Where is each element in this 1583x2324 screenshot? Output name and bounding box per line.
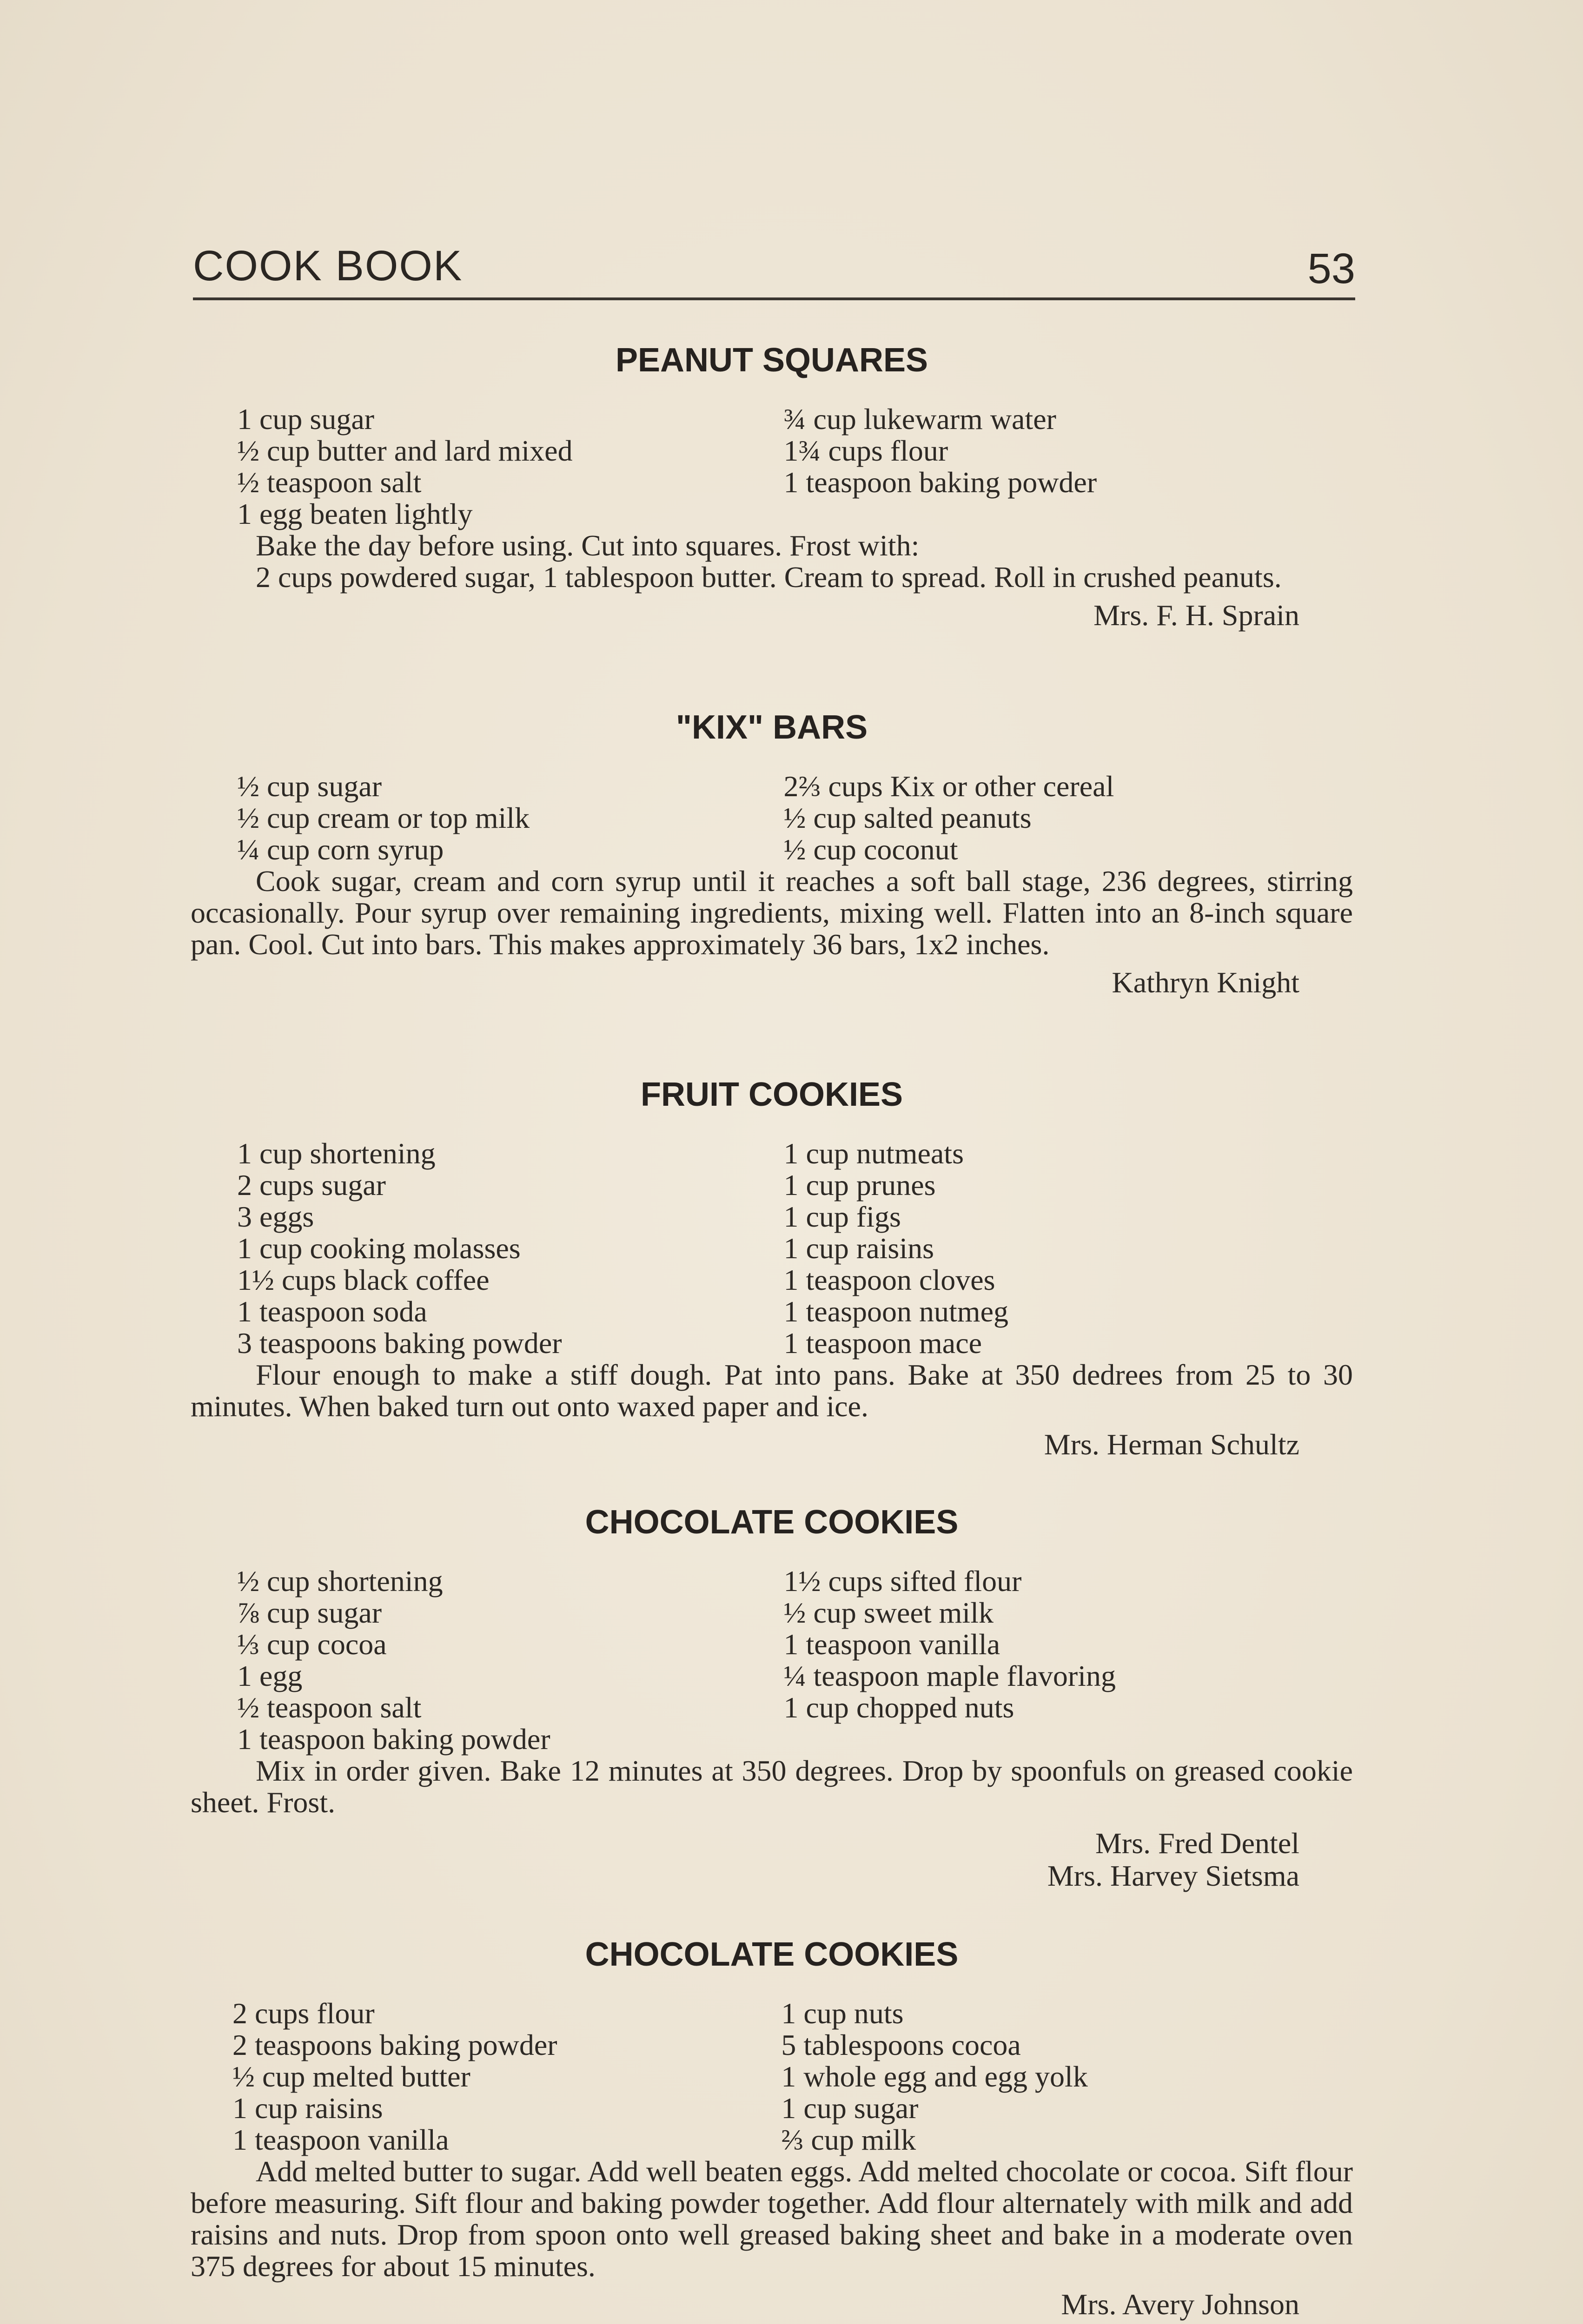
ingredient: ⅞ cup sugar <box>237 1596 382 1629</box>
ingredient: 2 cups flour <box>232 1997 375 2030</box>
running-title: COOK BOOK <box>193 242 463 290</box>
ingredient: 1 cup raisins <box>232 2092 383 2125</box>
ingredient: 1 cup nutmeats <box>783 1137 964 1170</box>
recipe-fruit-cookies <box>191 1074 1353 1461</box>
ingredient: ¾ cup lukewarm water <box>783 403 1056 436</box>
recipe-chocolate-cookies-2 <box>191 1934 1353 2321</box>
ingredient: 1 teaspoon vanilla <box>232 2123 449 2156</box>
running-header <box>193 242 1355 300</box>
ingredient: ½ cup melted butter <box>232 2060 470 2093</box>
recipe-peanut-squares <box>191 339 1353 632</box>
instructions: Mix in order given. Bake 12 minutes at 350 degrees. Drop by spoonfuls on greased cookie sheet. Frost. <box>191 1754 1353 1819</box>
instructions: Flour enough to make a stiff dough. Pat into pans. Bake at 350 dedrees from 25 to 30 minutes. When baked turn out onto waxed paper and ice. <box>191 1358 1353 1423</box>
contributor-signature: Kathryn Knight <box>1112 966 1299 999</box>
ingredient: 1 cup figs <box>783 1200 901 1233</box>
instructions: Add melted butter to sugar. Add well beaten eggs. Add melted chocolate or cocoa. Sift flour before measuring. Sift flour and baking powder together. Add flour alternately with milk and add raisins and nuts. Drop from spoon onto well greased baking sheet and bake in a moderate oven 375 degrees for about 15 minutes. <box>191 2155 1353 2283</box>
contributor-signature: Mrs. Fred Dentel <box>1095 1827 1299 1860</box>
recipe-title: FRUIT COOKIES <box>640 1076 903 1113</box>
ingredient-list <box>191 1138 1353 1359</box>
ingredient: 1 cup raisins <box>783 1232 934 1265</box>
ingredient: ½ teaspoon salt <box>237 466 422 499</box>
contributor-signature: Mrs. Avery Johnson <box>1061 2288 1299 2321</box>
page-number: 53 <box>1307 245 1355 292</box>
instructions: Bake the day before using. Cut into squares. Frost with: <box>256 529 920 562</box>
ingredient: 1 cup sugar <box>237 403 375 436</box>
ingredient: 1 teaspoon cloves <box>783 1263 995 1296</box>
ingredient: 1 teaspoon vanilla <box>783 1628 1000 1661</box>
ingredient: ½ cup sugar <box>237 770 382 803</box>
ingredient: ½ cup sweet milk <box>783 1596 994 1629</box>
ingredient: ½ cup coconut <box>783 833 958 866</box>
ingredient: 1½ cups sifted flour <box>783 1565 1022 1598</box>
contributor-signature: Mrs. Herman Schultz <box>1044 1428 1299 1461</box>
ingredient: 5 tablespoons cocoa <box>781 2028 1021 2061</box>
ingredient: 1 teaspoon mace <box>783 1327 982 1360</box>
ingredient-list <box>191 771 1353 865</box>
ingredient: 1 cup chopped nuts <box>783 1691 1014 1724</box>
ingredient: 1 teaspoon baking powder <box>237 1723 550 1756</box>
ingredient: ½ cup butter and lard mixed <box>237 434 573 467</box>
ingredient: 1 cup nuts <box>781 1997 904 2030</box>
ingredient: 3 eggs <box>237 1200 314 1233</box>
ingredient: ⅔ cup milk <box>781 2123 916 2156</box>
recipe-title: CHOCOLATE COOKIES <box>585 1936 959 1973</box>
ingredient: 1 cup sugar <box>781 2092 919 2125</box>
ingredient: ¼ cup corn syrup <box>237 833 444 866</box>
ingredient: 1 cup prunes <box>783 1169 936 1202</box>
recipe-chocolate-cookies-1 <box>191 1501 1353 1893</box>
ingredient: ¼ teaspoon maple flavoring <box>783 1659 1116 1692</box>
ingredient: 1 teaspoon baking powder <box>783 466 1097 499</box>
ingredient: 1 cup cooking molasses <box>237 1232 521 1265</box>
recipe-kix-bars <box>191 706 1353 999</box>
ingredient: ½ teaspoon salt <box>237 1691 422 1724</box>
ingredient-list <box>191 1998 1353 2156</box>
ingredient: ⅓ cup cocoa <box>237 1628 387 1661</box>
ingredient-list <box>191 403 1353 530</box>
ingredient: 3 teaspoons baking powder <box>237 1327 562 1360</box>
ingredient: ½ cup salted peanuts <box>783 801 1032 834</box>
instructions: 2 cups powdered sugar, 1 tablespoon butter. Cream to spread. Roll in crushed peanuts. <box>256 561 1282 594</box>
ingredient: ½ cup shortening <box>237 1565 443 1598</box>
ingredient: ½ cup cream or top milk <box>237 801 530 834</box>
ingredient: 1 egg <box>237 1659 303 1692</box>
ingredient: 1 egg beaten lightly <box>237 497 473 530</box>
recipe-title: CHOCOLATE COOKIES <box>585 1504 959 1541</box>
recipe-title: PEANUT SQUARES <box>615 342 928 379</box>
contributor-signature: Mrs. F. H. Sprain <box>1093 599 1299 632</box>
ingredient: 1 whole egg and egg yolk <box>781 2060 1088 2093</box>
ingredient: 1 teaspoon nutmeg <box>783 1295 1008 1328</box>
ingredient-list <box>191 1565 1353 1755</box>
ingredient: 1 cup shortening <box>237 1137 436 1170</box>
ingredient: 1 teaspoon soda <box>237 1295 427 1328</box>
ingredient: 1¾ cups flour <box>783 434 948 467</box>
recipe-title: "KIX" BARS <box>676 709 868 746</box>
instructions: Cook sugar, cream and corn syrup until it reaches a soft ball stage, 236 degrees, stirring occasionally. Pour syrup over remaining ingredients, mixing well. Flatten into an 8-inch square pan. Cool. Cut into bars. This makes approximately 36 bars, 1x2 inches. <box>191 865 1353 961</box>
ingredient: 2 teaspoons baking powder <box>232 2028 557 2061</box>
contributor-signature: Mrs. Harvey Sietsma <box>1047 1859 1299 1892</box>
ingredient: 2⅔ cups Kix or other cereal <box>783 770 1114 803</box>
ingredient: 2 cups sugar <box>237 1169 386 1202</box>
ingredient: 1½ cups black coffee <box>237 1263 490 1296</box>
